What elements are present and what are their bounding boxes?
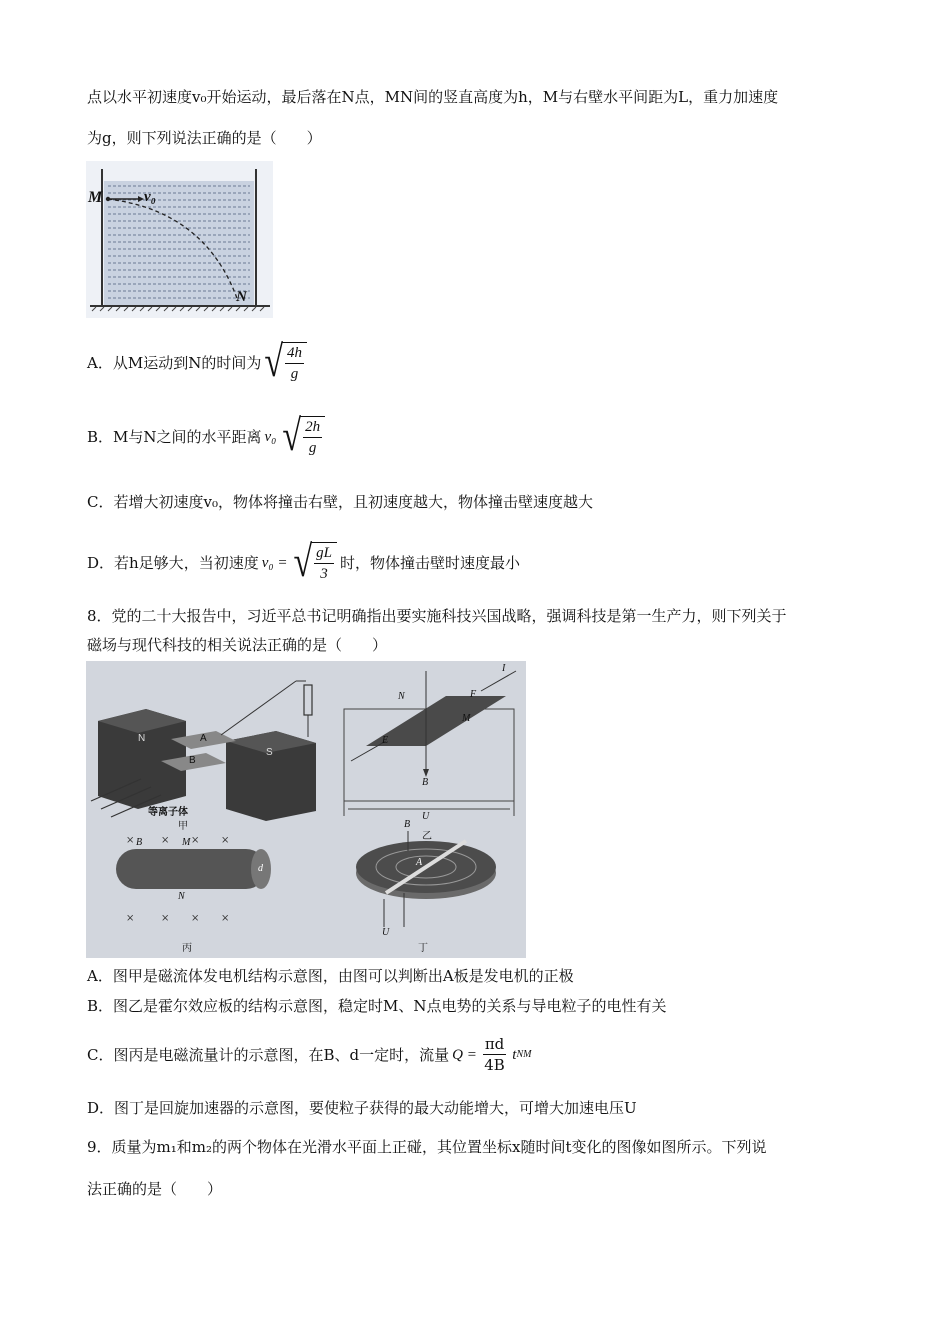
svg-text:×: × [126, 913, 135, 924]
q7-option-a-text: A．从M运动到N的时间为 [87, 354, 262, 372]
q7-option-d-text: D．若h足够大，当初速度 [87, 554, 259, 572]
cyclotron-a-label: A [416, 857, 423, 868]
cyclotron-u-label: U [382, 927, 390, 938]
q8-option-a: A．图甲是磁流体发电机结构示意图，由图可以判断出A板是发电机的正极 [87, 967, 574, 985]
hall-e-label: E [382, 735, 389, 746]
q9-stem-line1: 9．质量为m₁和m₂的两个物体在光滑水平面上正碰，其位置坐标x随时间t变化的图像如图所示。下列说 [87, 1138, 767, 1156]
q8-c-subscript: NM [516, 1048, 532, 1060]
q7-d-numerator: gL [314, 543, 334, 564]
svg-text:×: × [221, 835, 230, 846]
hall-i-label: I [502, 663, 506, 674]
q7-option-d-sqrt: √ $\frac{gL}{3}$ [293, 542, 337, 584]
magnet-n-label: N [138, 733, 146, 744]
svg-text:×: × [161, 913, 170, 924]
flow-m-label: M [182, 837, 191, 848]
q7-b-denominator: g [308, 440, 317, 456]
magnet-s-label: S [266, 747, 273, 758]
q7-option-b-sqrt: √ $\frac{2h}{g}$ [282, 416, 325, 458]
q8-stem-line2: 磁场与现代科技的相关说法正确的是（ ） [87, 636, 388, 654]
q7-stem-line2: 为g，则下列说法正确的是（ ） [87, 129, 322, 147]
fig-bing-label: 丙 [182, 943, 192, 954]
q8-c-t [512, 1045, 531, 1065]
q8-c-denominator: 4B [484, 1056, 505, 1074]
svg-text:×: × [191, 913, 200, 924]
q7-option-d [87, 538, 520, 587]
flow-d-label: d [258, 863, 263, 874]
hall-b-label: B [422, 777, 429, 788]
fig-ding-label: 丁 [418, 943, 428, 954]
fig-yi-label: 乙 [422, 831, 432, 842]
plasma-label: 等离子体 [148, 807, 188, 818]
plate-a-label: A [200, 733, 207, 744]
cyclotron-b-label: B [404, 819, 411, 830]
svg-text:×: × [126, 835, 135, 846]
q7-b-coef: v₀ [264, 429, 277, 445]
q7-a-numerator: 4h [285, 343, 304, 364]
q8-stem-line1: 8．党的二十大报告中，习近平总书记明确指出要实施科技兴国战略，强调科技是第一生产力，则下列关于 [87, 607, 787, 625]
q8-option-c-text: C．图丙是电磁流量计的示意图，在B、d一定时，流量 [87, 1045, 450, 1064]
q7-option-b-text: B．M与N之间的水平距离 [87, 428, 262, 446]
label-M: M [88, 189, 103, 206]
q8-figure-composite [86, 661, 526, 958]
q7-b-numerator: 2h [303, 417, 322, 438]
q7-option-c: C．若增大初速度v₀，物体将撞击右壁，且初速度越大，物体撞击壁速度越大 [87, 493, 593, 511]
q7-d-lhs: v₀ = [261, 555, 288, 571]
svg-text:×: × [161, 835, 170, 846]
q7-stem-line1: 点以水平初速度v₀开始运动，最后落在N点，MN间的竖直高度为h，M与右壁水平间距为L，重力加速度 [87, 88, 779, 106]
q8-c-fraction [480, 1034, 509, 1075]
hall-n-label: N [398, 691, 405, 702]
q7-option-b [87, 412, 328, 461]
q7-figure-tank [86, 161, 273, 318]
q8-c-t-var: t [512, 1046, 517, 1063]
label-N: N [236, 289, 247, 305]
q9-stem-line2: 法正确的是（ ） [87, 1180, 223, 1198]
q8-option-c [87, 1034, 534, 1075]
q8-c-numerator: πd [484, 1035, 505, 1053]
q7-a-denominator: g [290, 366, 299, 382]
flow-n-label: N [178, 891, 185, 902]
q7-d-denominator: 3 [320, 566, 328, 582]
q7-option-d-suffix: 时，物体撞击壁时速度最小 [339, 554, 520, 572]
hall-m-label: M [462, 713, 471, 724]
q7-option-a-sqrt: √ $\frac{4h}{g}$ [264, 342, 307, 384]
plate-b-label: B [189, 755, 196, 766]
q8-option-d: D．图丁是回旋加速器的示意图，要使粒子获得的最大动能增大，可增大加速电压U [87, 1099, 637, 1117]
q8-c-lhs: Q = [452, 1046, 477, 1063]
svg-text:×: × [221, 913, 230, 924]
q8-option-b: B．图乙是霍尔效应板的结构示意图，稳定时M、N点电势的关系与导电粒子的电性有关 [87, 997, 667, 1015]
svg-text:×: × [191, 835, 200, 846]
hall-f-label: F [470, 689, 477, 700]
hall-uh-label: U [422, 811, 430, 822]
fig-jia-label: 甲 [178, 821, 188, 832]
flow-b-label: B [136, 837, 143, 848]
label-v0: v₀ [144, 189, 156, 205]
q7-option-a [87, 338, 310, 387]
